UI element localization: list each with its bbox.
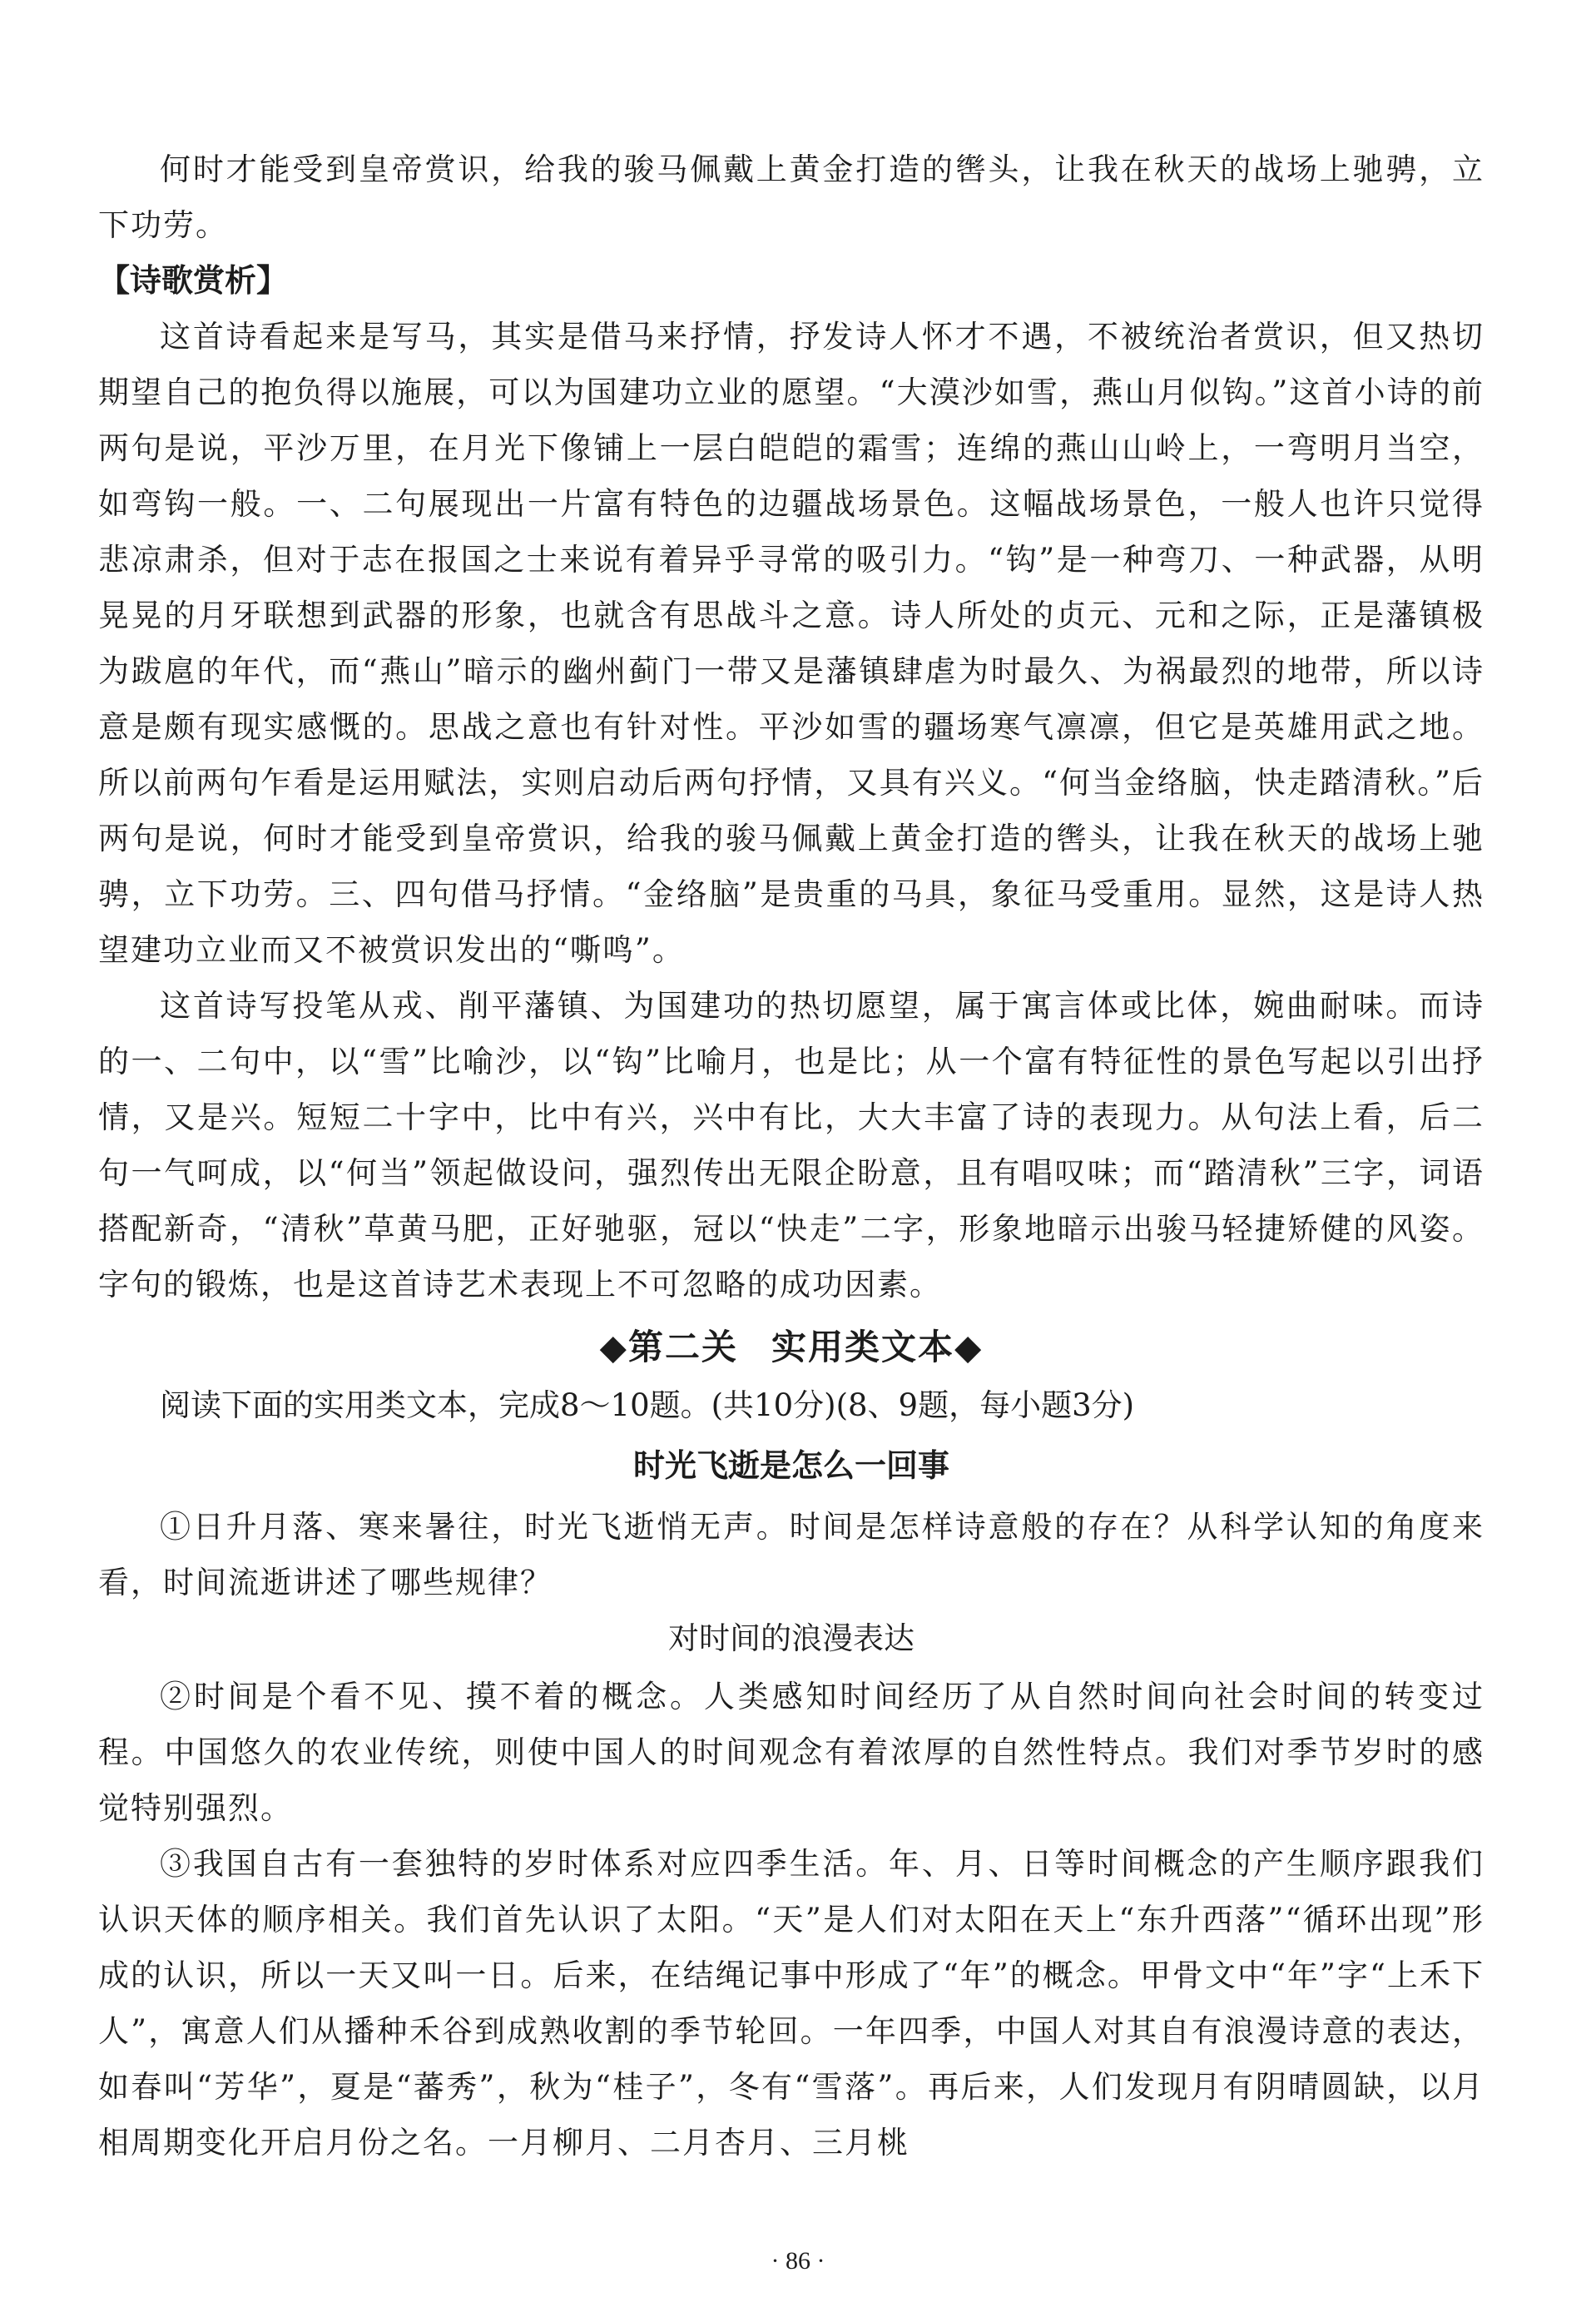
section-title [98,1316,1484,1379]
diamond-left-icon: ◆ [599,1327,628,1367]
top-paragraph: 何时才能受到皇帝赏识，给我的骏马佩戴上黄金打造的辔头，让我在秋天的战场上驰骋，立下功劳。 [98,151,1484,243]
analysis-paragraph-2: 这首诗写投笔从戎、削平藩镇、为国建功的热切愿望，属于寓言体或比体，婉曲耐味。而诗的一、二句中，以“雪”比喻沙，以“钩”比喻月，也是比；从一个富有特征性的景色写起以引出抒情，又是兴。短短二十字中，比中有兴，兴中有比，大大丰富了诗的表现力。从句法上看，后二句一气呵成，以“何当”领起做设问，强烈传出无限企盼意，且有唱叹味；而“踏清秋”三字，词语搭配新奇，“清秋”草黄马肥，正好驰驱，冠以“快走”二字，形象地暗示出骏马轻捷矫健的风姿。字句的锻炼，也是这首诗艺术表现上不可忽略的成功因素。 [98,988,1484,1302]
analysis-paragraph-1: 这首诗看起来是写马，其实是借马来抒情，抒发诗人怀才不遇，不被统治者赏识，但又热切期望自己的抱负得以施展，可以为国建功立业的愿望。“大漠沙如雪，燕山月似钩。”这首小诗的前两句是说，平沙万里，在月光下像铺上一层白皑皑的霜雪；连绵的燕山山岭上，一弯明月当空，如弯钩一般。一、二句展现出一片富有特色的边疆战场景色。这幅战场景色，一般人也许只觉得悲凉肃杀，但对于志在报国之士来说有着异乎寻常的吸引力。“钩”是一种弯刀、一种武器，从明晃晃的月牙联想到武器的形象，也就含有思战斗之意。诗人所处的贞元、元和之际，正是藩镇极为跋扈的年代，而“燕山”暗示的幽州蓟门一带又是藩镇肆虐为时最久、为祸最烈的地带，所以诗意是颇有现实感慨的。思战之意也有针对性。平沙如雪的疆场寒气凛凛，但它是英雄用武之地。所以前两句乍看是运用赋法，实则启动后两句抒情，又具有兴义。“何当金络脑，快走踏清秋。”后两句是说，何时才能受到皇帝赏识，给我的骏马佩戴上黄金打造的辔头，让我在秋天的战场上驰骋，立下功劳。三、四句借马抒情。“金络脑”是贵重的马具，象征马受重用。显然，这是诗人热望建功立业而又不被赏识发出的“嘶鸣”。 [98,319,1484,968]
article-paragraph-1: ①日升月落、寒来暑往，时光飞逝悄无声。时间是怎样诗意般的存在？从科学认知的角度来看，时间流逝讲述了哪些规律？ [98,1509,1484,1600]
article-subtitle: 对时间的浪漫表达 [668,1622,914,1656]
section-label: 第二关 [627,1327,738,1367]
diamond-right-icon: ◆ [954,1327,984,1367]
instruction-text: 阅读下面的实用类文本，完成8～10题。(共10分)(8、9题，每小题3分) [160,1387,1135,1423]
section-name: 实用类文本 [771,1327,955,1367]
page-number: · 86 · [771,2247,825,2275]
article-paragraph-3: ③我国自古有一套独特的岁时体系对应四季生活。年、月、日等时间概念的产生顺序跟我们认识天体的顺序相关。我们首先认识了太阳。“天”是人们对太阳在天上“东升西落”“循环出现”形成的认识，所以一天又叫一日。后来，在结绳记事中形成了“年”的概念。甲骨文中“年”字“上禾下人”，寓意人们从播种禾谷到成熟收割的季节轮回。一年四季，中国人对其自有浪漫诗意的表达，如春叫“芳华”，夏是“蕃秀”，秋为“桂子”，冬有“雪落”。再后来，人们发现月有阴晴圆缺，以月相周期变化开启月份之名。一月柳月、二月杏月、三月桃 [98,1846,1484,2161]
page-content [98,141,1484,2171]
analysis-heading: 【诗歌赏析】 [98,262,289,299]
article-title: 时光飞逝是怎么一回事 [632,1447,949,1484]
article-paragraph-2: ②时间是个看不见、摸不着的概念。人类感知时间经历了从自然时间向社会时间的转变过程。中国悠久的农业传统，则使中国人的时间观念有着浓厚的自然性特点。我们对季节岁时的感觉特别强烈。 [98,1679,1484,1826]
